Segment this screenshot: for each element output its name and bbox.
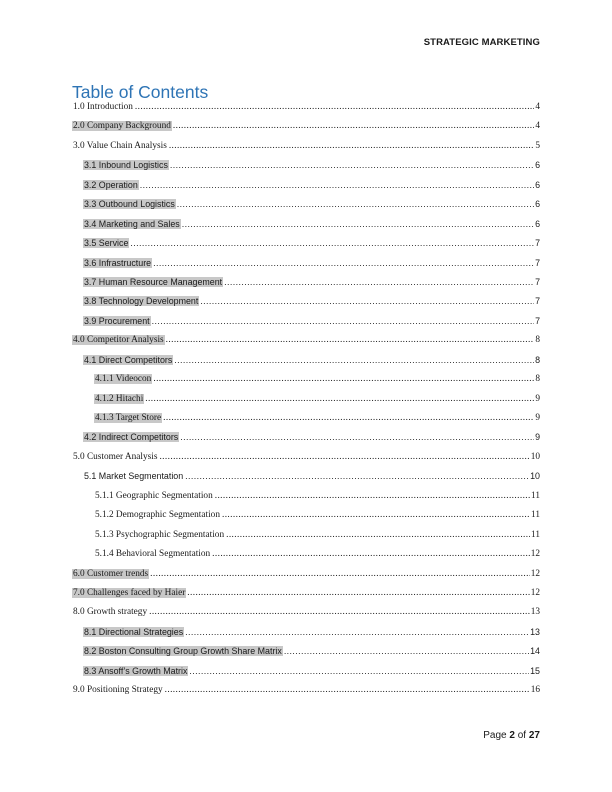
toc-entry[interactable]	[72, 607, 540, 626]
toc-entry-label[interactable]: 5.1.3 Psychographic Segmentation	[95, 529, 225, 540]
toc-entry-page-number[interactable]: 8	[535, 335, 540, 346]
toc-entry-page-number[interactable]: 4	[535, 121, 540, 132]
toc-entry[interactable]	[72, 160, 540, 179]
toc-dot-leader	[215, 491, 530, 501]
table-of-contents	[72, 102, 540, 705]
toc-entry-page-number[interactable]: 7	[535, 238, 540, 249]
toc-entry[interactable]	[72, 258, 540, 277]
toc-entry-page-number[interactable]: 8	[535, 354, 540, 365]
toc-dot-leader	[135, 102, 534, 112]
toc-entry[interactable]	[72, 199, 540, 218]
toc-entry-page-number[interactable]: 9	[535, 432, 540, 443]
toc-entry[interactable]	[72, 413, 540, 432]
toc-entry[interactable]	[72, 491, 540, 510]
toc-entry-page-number[interactable]: 10	[530, 451, 540, 462]
toc-entry-page-number[interactable]: 10	[530, 471, 540, 482]
toc-entry-page-number[interactable]: 5	[535, 140, 540, 151]
toc-entry-label[interactable]: 8.0 Growth strategy	[73, 607, 148, 618]
toc-entry-label[interactable]: 6.0 Customer trends	[73, 568, 149, 579]
toc-entry-label[interactable]: 3.9 Procurement	[84, 315, 150, 326]
toc-entry-label[interactable]: 3.4 Marketing and Sales	[84, 218, 180, 229]
toc-entry-label[interactable]: 4.1.2 Hitachi	[95, 393, 144, 404]
toc-dot-leader	[153, 258, 534, 268]
footer-page-prefix: Page	[483, 730, 507, 741]
toc-dot-leader	[224, 277, 534, 287]
toc-entry-label[interactable]: 3.6 Infrastructure	[84, 257, 152, 268]
toc-entry[interactable]	[72, 588, 540, 607]
toc-dot-leader	[130, 238, 534, 248]
toc-dot-leader	[185, 471, 529, 481]
toc-entry-page-number[interactable]: 12	[530, 568, 540, 579]
toc-entry-page-number[interactable]: 13	[530, 626, 540, 637]
footer-page-current: 2	[509, 730, 515, 741]
toc-dot-leader	[153, 374, 534, 384]
toc-entry-page-number[interactable]: 6	[535, 179, 540, 190]
toc-entry[interactable]	[72, 316, 540, 335]
toc-dot-leader	[173, 121, 534, 131]
toc-entry-label[interactable]: 3.3 Outbound Logistics	[84, 199, 175, 210]
toc-dot-leader	[166, 335, 535, 345]
toc-entry-label[interactable]: 7.0 Challenges faced by Haier	[73, 587, 186, 598]
toc-entry[interactable]	[72, 335, 540, 354]
toc-dot-leader	[185, 627, 529, 637]
toc-entry[interactable]	[72, 627, 540, 646]
toc-entry[interactable]	[72, 180, 540, 199]
toc-dot-leader	[212, 549, 530, 559]
toc-entry-label[interactable]: 5.1 Market Segmentation	[84, 471, 184, 482]
toc-dot-leader	[174, 355, 534, 365]
toc-entry-page-number[interactable]: 7	[535, 315, 540, 326]
toc-title: Table of Contents	[72, 82, 209, 102]
toc-entry-page-number[interactable]: 7	[535, 276, 540, 287]
toc-entry-label[interactable]: 8.2 Boston Consulting Group Growth Share Matrix	[84, 646, 282, 657]
toc-dot-leader	[177, 199, 534, 209]
toc-entry[interactable]	[72, 685, 540, 704]
toc-entry-page-number[interactable]: 8	[535, 374, 540, 385]
toc-dot-leader	[145, 394, 534, 404]
toc-entry[interactable]	[72, 141, 540, 160]
toc-entry-label[interactable]: 4.1 Direct Competitors	[84, 354, 173, 365]
toc-entry[interactable]	[72, 277, 540, 296]
toc-entry-label[interactable]: 4.1.1 Videocon	[95, 374, 152, 385]
toc-entry-page-number[interactable]: 6	[535, 160, 540, 171]
page-header: STRATEGIC MARKETING	[423, 37, 540, 48]
toc-entry-page-number[interactable]: 6	[535, 218, 540, 229]
toc-entry-page-number[interactable]: 13	[530, 607, 540, 618]
toc-dot-leader	[163, 413, 534, 423]
toc-entry-page-number[interactable]: 6	[535, 199, 540, 210]
toc-dot-leader	[150, 569, 530, 579]
toc-entry-page-number[interactable]: 11	[531, 529, 540, 540]
toc-entry-label[interactable]: 3.1 Inbound Logistics	[84, 160, 168, 171]
toc-entry[interactable]	[72, 530, 540, 549]
toc-entry-page-number[interactable]: 12	[530, 549, 540, 560]
toc-entry-label[interactable]: 3.0 Value Chain Analysis	[73, 140, 167, 151]
toc-entry-label[interactable]: 5.1.2 Demographic Segmentation	[95, 510, 220, 521]
toc-entry-label[interactable]: 2.0 Company Background	[73, 121, 171, 132]
toc-entry-label[interactable]: 8.1 Directional Strategies	[84, 626, 184, 637]
toc-entry[interactable]	[72, 646, 540, 665]
footer-page-of: of	[517, 730, 527, 741]
toc-entry[interactable]	[72, 121, 540, 140]
toc-dot-leader	[180, 432, 534, 442]
toc-entry-page-number[interactable]: 14	[530, 646, 540, 657]
toc-entry[interactable]	[72, 432, 540, 451]
toc-entry-page-number[interactable]: 4	[535, 102, 540, 112]
toc-dot-leader	[226, 530, 530, 540]
toc-dot-leader	[170, 160, 534, 170]
toc-entry-label[interactable]: 1.0 Introduction	[73, 102, 133, 112]
toc-entry[interactable]	[72, 549, 540, 568]
toc-entry-page-number[interactable]: 11	[531, 510, 540, 521]
footer-page-total: 27	[528, 730, 540, 741]
toc-entry-label[interactable]: 3.5 Service	[84, 238, 129, 249]
toc-entry[interactable]	[72, 374, 540, 393]
page-footer	[483, 730, 540, 741]
toc-entry[interactable]	[72, 219, 540, 238]
toc-entry-label[interactable]: 5.0 Customer Analysis	[73, 451, 158, 462]
toc-entry[interactable]	[72, 238, 540, 257]
toc-entry[interactable]	[72, 296, 540, 315]
toc-dot-leader	[165, 685, 530, 695]
toc-dot-leader	[140, 180, 534, 190]
toc-entry-label[interactable]: 3.8 Technology Development	[84, 296, 199, 307]
toc-entry-page-number[interactable]: 11	[531, 490, 540, 501]
toc-entry-label[interactable]: 3.2 Operation	[84, 179, 138, 190]
toc-entry-page-number[interactable]: 7	[535, 296, 540, 307]
toc-entry-page-number[interactable]: 9	[535, 393, 540, 404]
toc-dot-leader	[169, 141, 535, 151]
toc-entry[interactable]	[72, 102, 540, 121]
toc-dot-leader	[222, 510, 530, 520]
toc-dot-leader	[200, 296, 534, 306]
toc-entry-page-number[interactable]: 16	[530, 685, 540, 696]
toc-dot-leader	[284, 646, 529, 656]
toc-dot-leader	[149, 607, 530, 617]
toc-entry-label[interactable]: 4.2 Indirect Competitors	[84, 432, 179, 443]
toc-entry-label[interactable]: 4.1.3 Target Store	[95, 413, 162, 423]
toc-entry[interactable]	[72, 452, 540, 471]
toc-dot-leader	[189, 666, 529, 676]
toc-entry-page-number[interactable]: 15	[530, 665, 540, 676]
toc-entry[interactable]	[72, 569, 540, 588]
toc-entry-page-number[interactable]: 7	[535, 257, 540, 268]
toc-entry[interactable]	[72, 510, 540, 529]
toc-entry-label[interactable]: 5.1.4 Behavioral Segmentation	[95, 549, 211, 560]
toc-entry-label[interactable]: 3.7 Human Resource Management	[84, 276, 223, 287]
toc-entry[interactable]	[72, 355, 540, 374]
toc-entry-label[interactable]: 8.3 Ansoff’s Growth Matrix	[84, 665, 188, 676]
toc-dot-leader	[182, 219, 534, 229]
toc-entry-label[interactable]: 5.1.1 Geographic Segmentation	[95, 490, 213, 501]
toc-entry[interactable]	[72, 394, 540, 413]
toc-entry[interactable]	[72, 666, 540, 685]
toc-entry-label[interactable]: 9.0 Positioning Strategy	[73, 685, 163, 696]
toc-dot-leader	[152, 316, 534, 326]
toc-dot-leader	[187, 588, 529, 598]
toc-entry-page-number[interactable]: 12	[530, 587, 540, 598]
toc-entry-label[interactable]: 4.0 Competitor Analysis	[73, 335, 164, 346]
toc-entry-page-number[interactable]: 9	[535, 413, 540, 423]
toc-dot-leader	[159, 452, 529, 462]
toc-entry[interactable]	[72, 471, 540, 490]
